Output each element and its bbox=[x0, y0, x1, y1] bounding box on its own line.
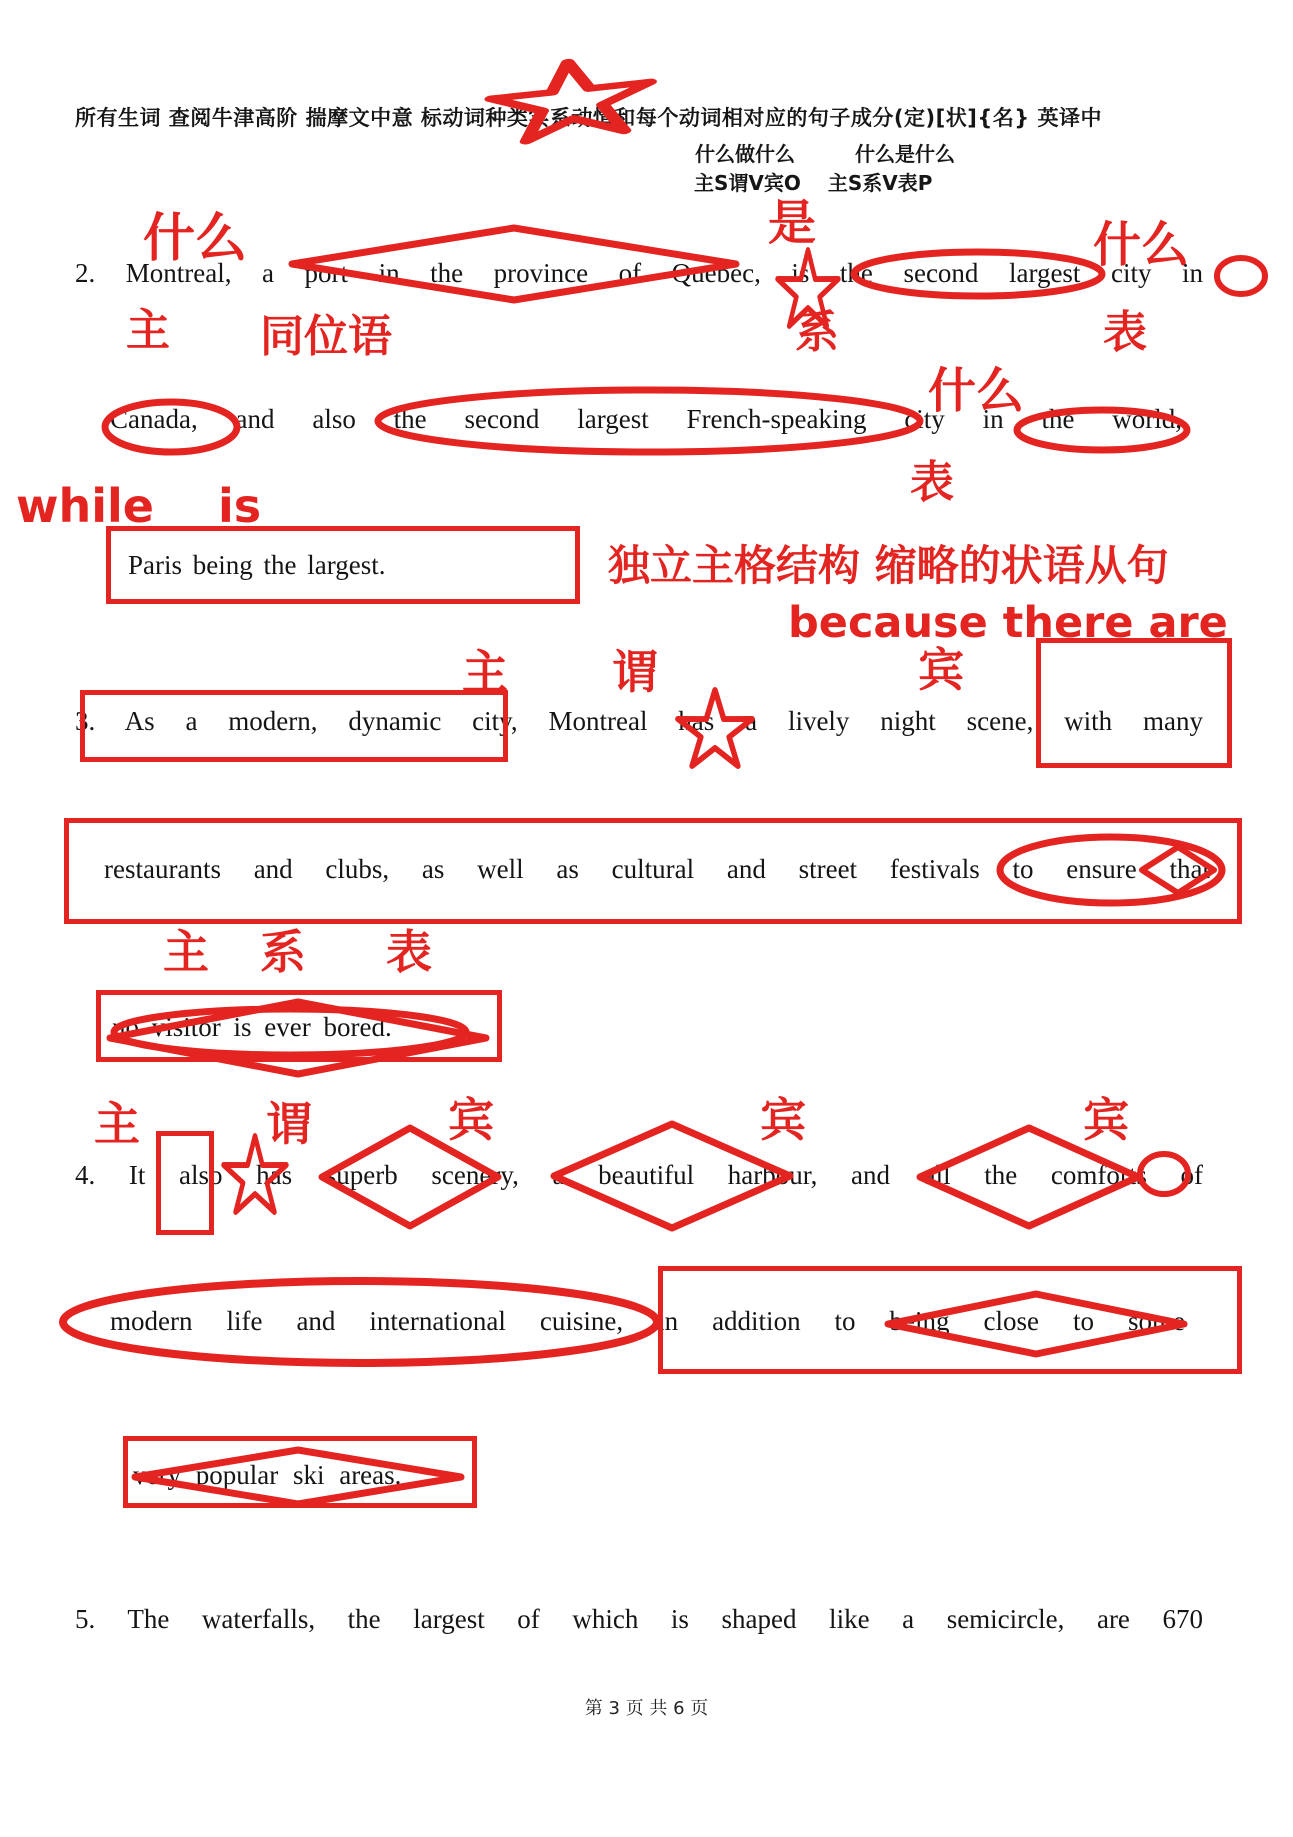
diamond-annotation-appositive bbox=[288, 224, 740, 304]
sentence2-line3: Paris being the largest. bbox=[128, 550, 386, 580]
annotation-linking-2: 系 bbox=[260, 925, 306, 979]
sentence4-line2: modern life and international cuisine, in addition to being close to some bbox=[110, 1306, 1185, 1336]
header-instructions: 所有生词 查阅牛津高阶 揣摩文中意 标动词种类实系动情和每个动词相对应的句子成分(定)[状]{名} 英译中 bbox=[75, 106, 1103, 130]
sentence4-line3: very popular ski areas. bbox=[133, 1460, 402, 1490]
diamond-annotation-beautiful-harbour bbox=[550, 1120, 794, 1232]
header-svo-line: 主S谓V宾O 主S系V表P bbox=[694, 171, 933, 195]
annotation-what-2: 什么 bbox=[1093, 217, 1190, 273]
diamond-annotation-no-visitor bbox=[106, 998, 490, 1078]
diamond-annotation-being-close bbox=[884, 1290, 1188, 1358]
annotation-predicate-1: 谓 bbox=[612, 645, 658, 699]
sentence3-line3: no visitor is ever bored. bbox=[112, 1012, 392, 1042]
sentence3-line1: 3. As a modern, dynamic city, Montreal has a lively night scene, with many bbox=[75, 706, 1203, 736]
diamond-annotation-that bbox=[1138, 843, 1218, 897]
annotation-subject-4: 主 bbox=[94, 1097, 140, 1151]
annotation-object-2: 宾 bbox=[448, 1093, 494, 1147]
annotation-object-3: 宾 bbox=[760, 1093, 806, 1147]
star-annotation-has-2-icon bbox=[222, 1136, 288, 1220]
sentence2-line2: Canada, and also the second largest French-speaking city in the world, bbox=[110, 404, 1182, 434]
header-pattern-line: 什么做什么 什么是什么 bbox=[695, 142, 955, 166]
ellipse-annotation-canada bbox=[101, 398, 241, 456]
annotation-appositive: 同位语 bbox=[260, 311, 392, 362]
annotation-predicative-3: 表 bbox=[386, 925, 432, 979]
annotation-because-there-are: because there are bbox=[788, 598, 1228, 648]
star-annotation-header-icon bbox=[484, 53, 660, 152]
annotation-predicative-1: 表 bbox=[1103, 307, 1147, 358]
sentence5-line1: 5. The waterfalls, the largest of which is shaped like a semicircle, are 670 bbox=[75, 1604, 1203, 1634]
diamond-annotation-superb-scenery bbox=[318, 1124, 502, 1230]
diamond-annotation-ski-areas bbox=[131, 1446, 465, 1508]
star-annotation-has-icon bbox=[676, 690, 754, 774]
annotation-predicate-2: 谓 bbox=[266, 1097, 312, 1151]
annotation-while-is: while is bbox=[16, 479, 262, 533]
ellipse-annotation-second-largest-city bbox=[850, 248, 1106, 300]
annotation-subject-3: 主 bbox=[163, 925, 209, 979]
annotation-is: 是 bbox=[768, 195, 817, 251]
sentence2-line1: 2. Montreal, a port in the province of Quebec, is the second largest city in bbox=[75, 258, 1203, 288]
ellipse-annotation-french-speaking bbox=[374, 386, 924, 456]
annotation-linking-1: 系 bbox=[795, 307, 839, 358]
annotation-what-1: 什么 bbox=[143, 209, 248, 269]
rect-annotation-also bbox=[156, 1131, 214, 1235]
circle-annotation-of bbox=[1136, 1150, 1192, 1198]
annotation-subject-1: 主 bbox=[126, 305, 170, 356]
sentence4-line1: 4. It also has superb scenery, a beautiful harbour, and all the comforts of bbox=[75, 1160, 1203, 1190]
annotation-what-3: 什么 bbox=[928, 363, 1025, 419]
diamond-annotation-comforts bbox=[916, 1124, 1142, 1230]
annotation-subject-2: 主 bbox=[462, 645, 508, 699]
rect-annotation-with-many bbox=[1036, 638, 1232, 768]
annotation-absolute-construction: 独立主格结构 缩略的状语从句 bbox=[608, 541, 1169, 590]
annotation-object-1: 宾 bbox=[918, 643, 964, 697]
sentence3-line2: restaurants and clubs, as well as cultural and street festivals to ensure that bbox=[104, 854, 1210, 884]
ellipse-annotation-cuisine bbox=[58, 1276, 662, 1368]
circle-annotation-line-end bbox=[1213, 254, 1269, 298]
page-number: 第 3 页 共 6 页 bbox=[584, 1698, 709, 1719]
annotation-predicative-2: 表 bbox=[910, 457, 954, 508]
rect-annotation-as-modern-city bbox=[80, 690, 508, 762]
annotation-object-4: 宾 bbox=[1083, 1093, 1129, 1147]
ellipse-annotation-the-world bbox=[1013, 406, 1191, 454]
